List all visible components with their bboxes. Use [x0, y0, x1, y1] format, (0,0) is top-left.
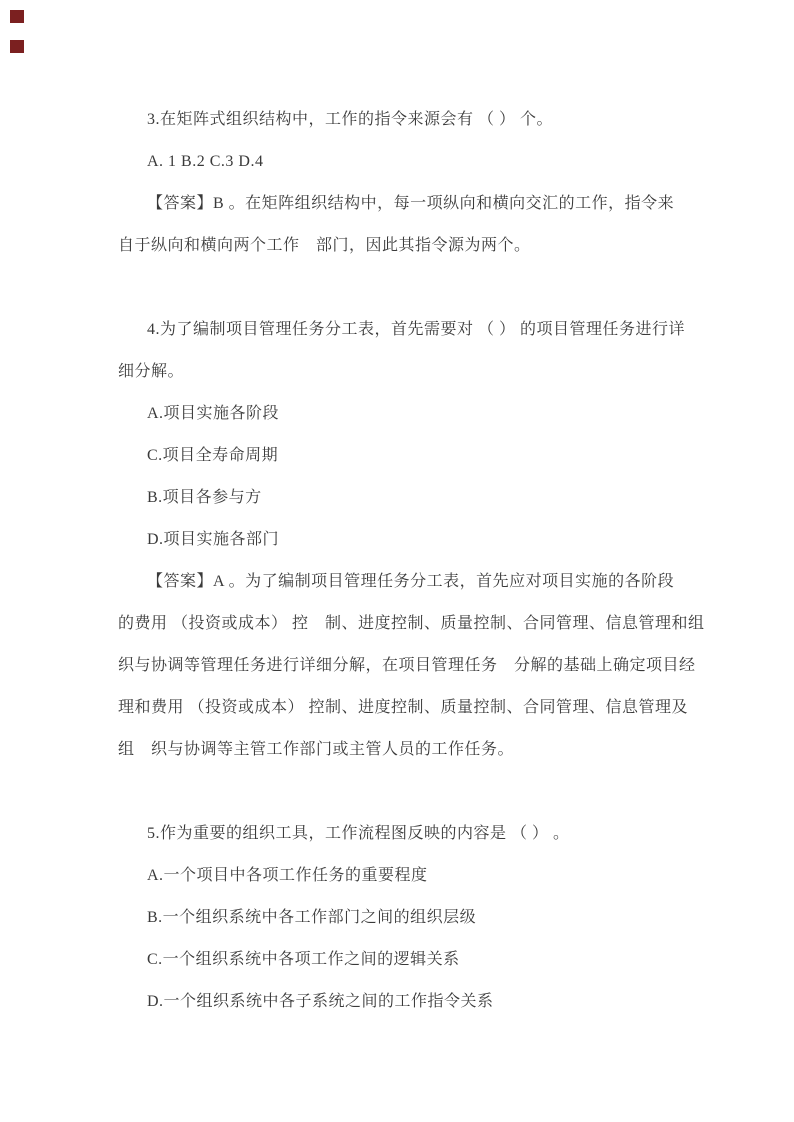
question-text-line: 5.作为重要的组织工具，工作流程图反映的内容是 （ ） 。 [147, 825, 570, 842]
question-block-3 [118, 99, 688, 267]
question-text-line: 4.为了编制项目管理任务分工表，首先需要对 （ ） 的项目管理任务进行详 [147, 321, 686, 338]
answer-line: 【答案】A 。为了编制项目管理任务分工表，首先应对项目实施的各阶段 [147, 573, 675, 590]
red-mark-icon [10, 10, 24, 23]
option-line: D.一个组织系统中各子系统之间的工作指令关系 [147, 993, 494, 1010]
option-line: A.项目实施各阶段 [147, 405, 280, 422]
option-line: D.项目实施各部门 [147, 531, 280, 548]
option-line: C.项目全寿命周期 [147, 447, 279, 464]
continuation-line: 自于纵向和横向两个工作 部门，因此其指令源为两个。 [118, 237, 531, 254]
question-text-line: 3.在矩阵式组织结构中，工作的指令来源会有 （ ） 个。 [147, 111, 554, 128]
option-line: A.一个项目中各项工作任务的重要程度 [147, 867, 428, 884]
continuation-line: 织与协调等管理任务进行详细分解，在项目管理任务 分解的基础上确定项目经 [118, 657, 696, 674]
option-line: C.一个组织系统中各项工作之间的逻辑关系 [147, 951, 460, 968]
red-mark-icon [10, 40, 24, 53]
corner-marks [10, 10, 24, 70]
option-line: B.项目各参与方 [147, 489, 262, 506]
question-block-5 [118, 813, 688, 1023]
continuation-line: 细分解。 [118, 363, 185, 380]
continuation-line: 理和费用 （投资或成本） 控制、进度控制、质量控制、合同管理、信息管理及 [118, 699, 689, 716]
continuation-line: 组 织与协调等主管工作部门或主管人员的工作任务。 [118, 741, 515, 758]
answer-line: 【答案】B 。在矩阵组织结构中，每一项纵向和横向交汇的工作，指令来 [147, 195, 675, 212]
question-block-4 [118, 309, 705, 771]
document-body [118, 99, 705, 1023]
continuation-line: 的费用 （投资或成本） 控 制、进度控制、质量控制、合同管理、信息管理和组 [118, 615, 705, 632]
option-line: B.一个组织系统中各工作部门之间的组织层级 [147, 909, 477, 926]
options-line: A. 1 B.2 C.3 D.4 [147, 153, 264, 170]
